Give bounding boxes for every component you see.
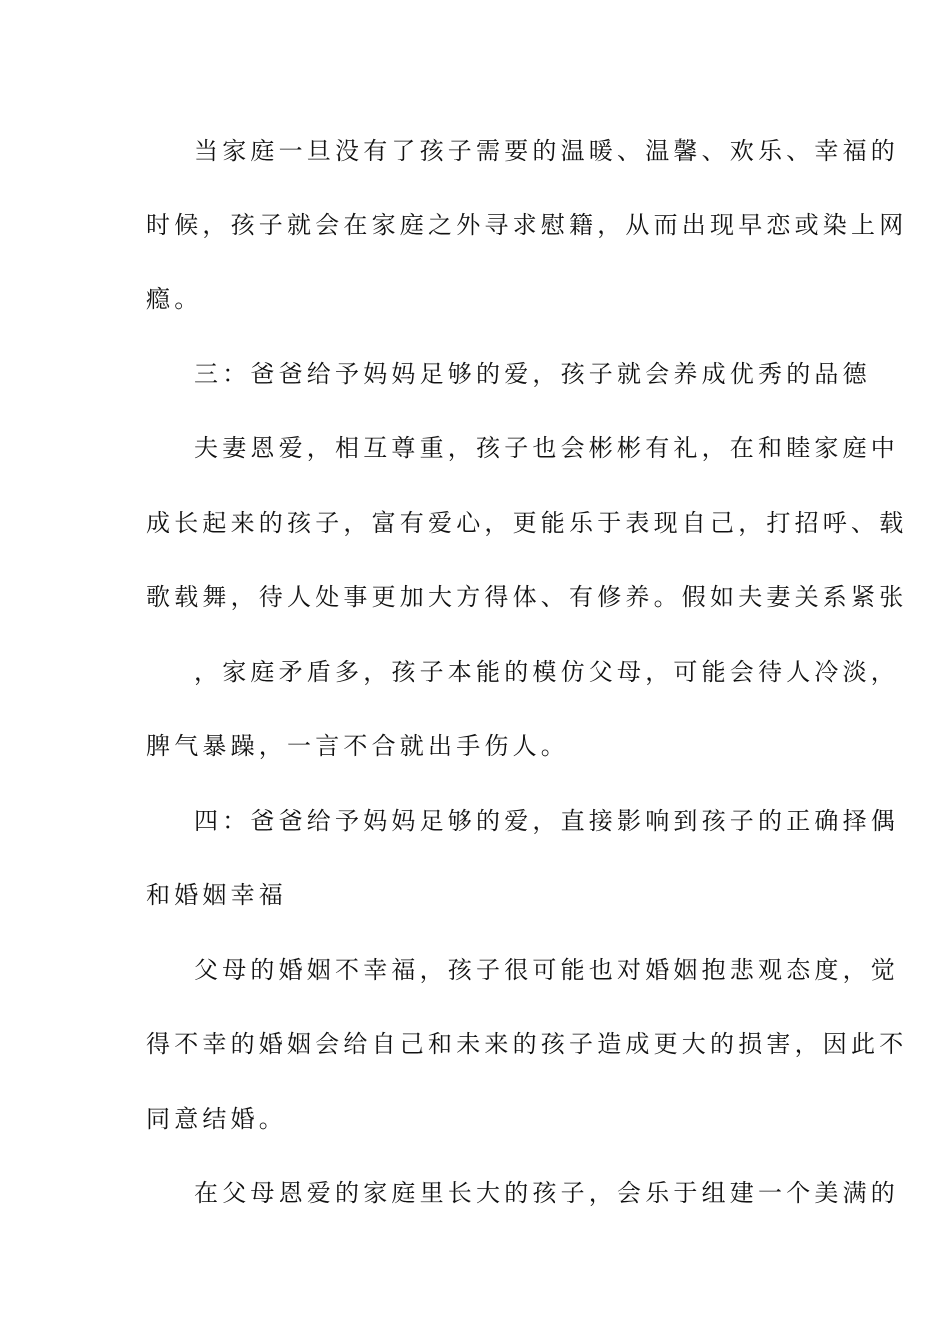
- section-heading-4-cont: 和婚姻幸福: [146, 881, 287, 909]
- section-heading-4: 四：爸爸给予妈妈足够的爱，直接影响到孩子的正确择偶: [194, 807, 899, 835]
- paragraph-line: 脾气暴躁，一言不合就出手伤人。: [146, 732, 569, 760]
- paragraph-line: 同意结婚。: [146, 1105, 287, 1133]
- paragraph-line: 瘾。: [146, 285, 203, 313]
- section-heading-3: 三：爸爸给予妈妈足够的爱，孩子就会养成优秀的品德: [194, 360, 871, 388]
- paragraph-line: 歌载舞，待人处事更加大方得体、有修养。假如夫妻关系紧张: [146, 583, 908, 611]
- paragraph-line: 得不幸的婚姻会给自己和未来的孩子造成更大的损害，因此不: [146, 1030, 908, 1058]
- paragraph-line: ，家庭矛盾多，孩子本能的模仿父母，可能会待人冷淡，: [194, 658, 899, 686]
- paragraph-line: 夫妻恩爱，相互尊重，孩子也会彬彬有礼，在和睦家庭中: [194, 434, 899, 462]
- paragraph-line: 当家庭一旦没有了孩子需要的温暖、温馨、欢乐、幸福的: [194, 137, 899, 165]
- paragraph-line: 父母的婚姻不幸福，孩子很可能也对婚姻抱悲观态度，觉: [194, 956, 899, 984]
- paragraph-line: 时候，孩子就会在家庭之外寻求慰籍，从而出现早恋或染上网: [146, 211, 908, 239]
- paragraph-line: 在父母恩爱的家庭里长大的孩子，会乐于组建一个美满的: [194, 1179, 899, 1207]
- paragraph-line: 成长起来的孩子，富有爱心，更能乐于表现自己，打招呼、载: [146, 509, 908, 537]
